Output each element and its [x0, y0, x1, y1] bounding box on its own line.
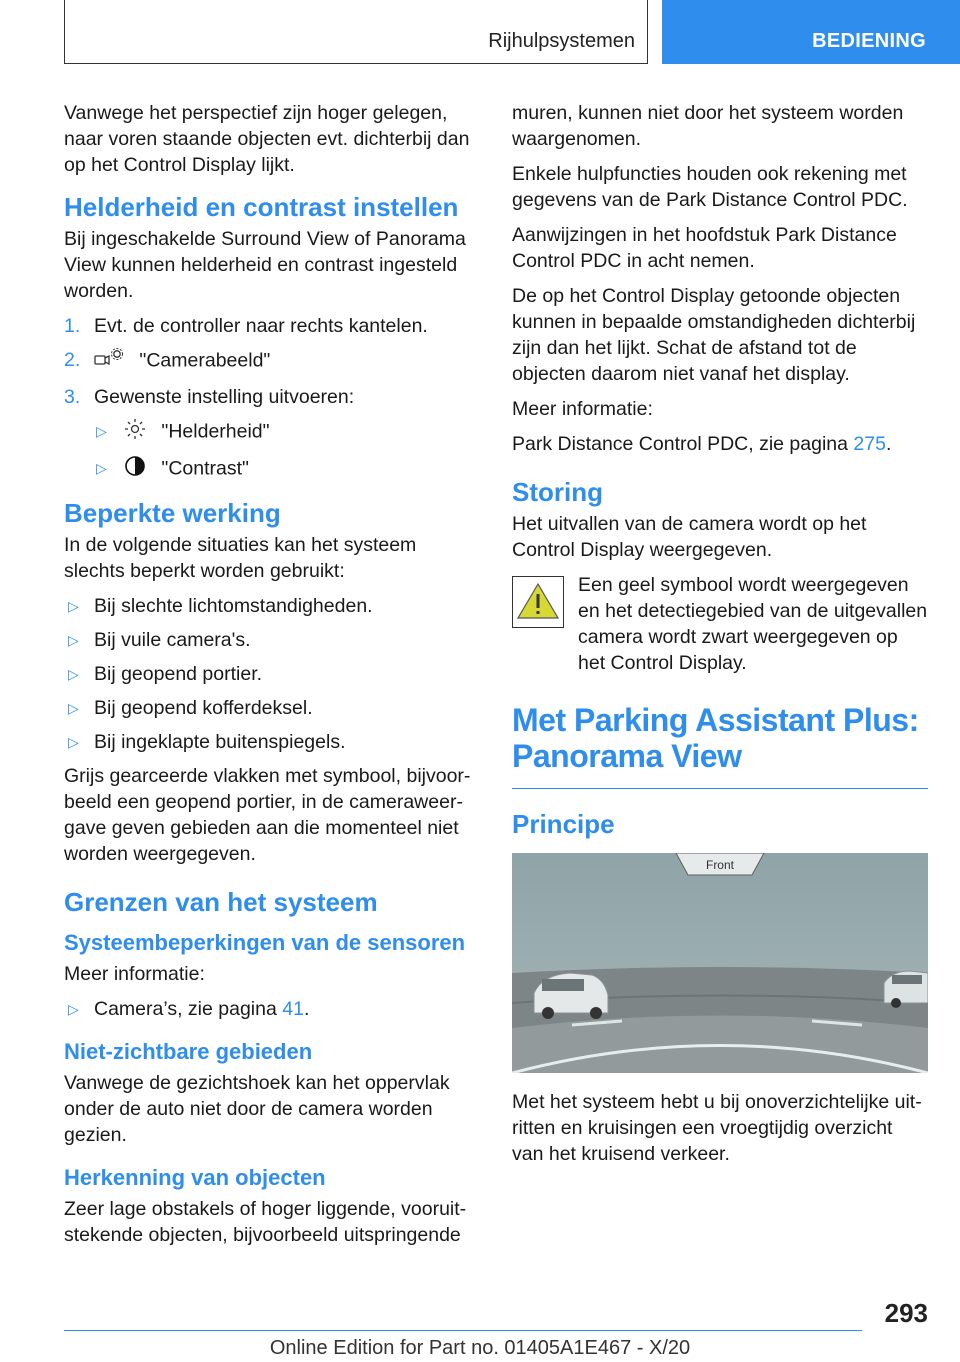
- list-item: [64, 695, 476, 721]
- pdc-paragraph: Enkele hulpfuncties houden ook rekening met gegevens van de Park Distance Control PDC.: [512, 163, 908, 211]
- triangle-bullet-icon: ▷: [68, 598, 79, 614]
- list-item: ▷ Camera’s, zie pagina 41.: [68, 998, 310, 1020]
- recognition-paragraph: Zeer lage obstakels of hoger liggende, vooruitstekende objecten, bijvoorbeeld uitspringende: [64, 1198, 467, 1246]
- step-item: [64, 347, 476, 376]
- triangle-bullet-icon: ▷: [96, 460, 107, 476]
- more-info-label: Meer informatie:: [64, 963, 205, 985]
- step-number: 3.: [64, 386, 81, 408]
- step-text: "Camerabeeld": [139, 349, 271, 372]
- step-item: [64, 313, 476, 339]
- footer-rule: [64, 1330, 862, 1331]
- heading-limited-operation: Beperkte werking: [64, 498, 281, 528]
- warning-triangle-icon: [512, 576, 564, 628]
- limited-paragraph: In de volgende situaties kan het systeem slechts beperkt worden gebruikt:: [64, 534, 417, 582]
- continued-paragraph: muren, kunnen niet door het systeem worden waargenomen.: [512, 102, 904, 150]
- list-item-text: Camera’s, zie pagina: [94, 998, 283, 1020]
- heading-rule: [512, 788, 928, 789]
- page-number: 293: [884, 1298, 928, 1328]
- intro-paragraph: Vanwege het perspectief zijn hoger gelegen, naar voren staande objecten evt. dichterbij dan op het Control Display lijkt.: [64, 102, 470, 176]
- panorama-view-image: [512, 853, 928, 1073]
- page-link-275[interactable]: 275: [853, 433, 886, 455]
- pdc-reference: Park Distance Control PDC, zie pagina 275.: [512, 433, 892, 455]
- heading-system-limits: Grenzen van het systeem: [64, 887, 378, 917]
- fault-paragraph: Het uitvallen van de camera wordt op het Control Display weergegeven.: [512, 513, 867, 561]
- right-column: [512, 100, 928, 1176]
- list-item: [64, 661, 476, 687]
- list-item: [64, 729, 476, 755]
- heading-sensor-limits: Systeembeperkingen van de sensoren: [64, 930, 466, 955]
- footer-edition: Online Edition for Part no. 01405A1E467 - X/20: [269, 1337, 691, 1359]
- heading-brightness-contrast: Helderheid en contrast instellen: [64, 192, 459, 222]
- triangle-bullet-icon: ▷: [68, 632, 79, 648]
- pdc-reference-text: Park Distance Control PDC, zie pagina: [512, 433, 854, 455]
- header-section-box: [64, 0, 648, 64]
- step-number: 1.: [64, 315, 81, 337]
- step-number: 2.: [64, 349, 81, 371]
- list-item-text: Bij vuile camera's.: [94, 629, 251, 651]
- principle-paragraph: Met het systeem hebt u bij onoverzichtelijke uitritten en kruisingen een vroegtijdig overzicht van het kruisend verkeer.: [512, 1091, 922, 1165]
- limited-after-paragraph: Grijs gearceerde vlakken met symbool, bijvoorbeeld een geopend portier, in de cameraweergave geven gebieden aan die momenteel niet worden weergegeven.: [64, 765, 471, 865]
- list-item-text: Bij geopend kofferdeksel.: [94, 697, 313, 719]
- triangle-bullet-icon: ▷: [68, 734, 79, 750]
- car-right-icon: [884, 971, 928, 1008]
- pdc-note-paragraph: Aanwijzingen in het hoofdstuk Park Distance Control PDC in acht nemen.: [512, 224, 897, 272]
- brightness-icon: [124, 418, 146, 447]
- step-text: Evt. de controller naar rechts kantelen.: [94, 315, 428, 337]
- page-link-41[interactable]: 41: [282, 998, 304, 1020]
- heading-invisible-areas: Niet-zichtbare gebieden: [64, 1039, 313, 1064]
- display-objects-paragraph: De op het Control Display getoonde objecten kunnen in bepaalde omstandigheden dichterbij zijn dan het lijkt. Schat de afstand tot de objecten daarom niet vanaf het display.: [512, 285, 916, 385]
- list-item: [64, 593, 476, 619]
- triangle-bullet-icon: ▷: [96, 423, 107, 439]
- brightness-paragraph: Bij ingeschakelde Surround View of Panorama View kunnen helderheid en contrast ingesteld worden.: [64, 228, 466, 302]
- list-item-text: Bij slechte lichtomstandigheden.: [94, 595, 373, 617]
- step-item: [64, 384, 476, 410]
- step-text: Gewenste instelling uitvoeren:: [94, 386, 355, 408]
- header-section-title: Rijhulpsystemen: [488, 30, 635, 52]
- left-column: [64, 100, 476, 1257]
- car-left-icon: [534, 973, 608, 1019]
- invisible-paragraph: Vanwege de gezichtshoek kan het oppervlak onder de auto niet door de camera worden gezien.: [64, 1072, 450, 1146]
- heading-object-recognition: Herkenning van objecten: [64, 1165, 326, 1190]
- substep-text: "Helderheid": [161, 420, 270, 443]
- substep-text: "Contrast": [161, 457, 249, 480]
- warning-text: Een geel symbool wordt weergegeven en het detectiegebied van de uitgevallen camera wordt zwart weergegeven op het Control Display.: [578, 574, 928, 674]
- triangle-bullet-icon: ▷: [68, 666, 79, 682]
- header-chapter-box: [662, 0, 960, 64]
- list-item: [64, 627, 476, 653]
- more-info-label: Meer informatie:: [512, 398, 653, 420]
- contrast-icon: [124, 455, 146, 484]
- warning-block: [512, 572, 928, 676]
- heading-parking-assistant: Met Parking Assistant Plus: Panorama View: [512, 702, 919, 774]
- heading-principle: Principe: [512, 809, 615, 839]
- substep-item: [64, 455, 476, 484]
- list-item-text: Bij geopend portier.: [94, 663, 263, 685]
- triangle-bullet-icon: ▷: [68, 700, 79, 716]
- camera-settings-icon: [94, 347, 124, 376]
- list-item-text: Bij ingeklapte buitenspiegels.: [94, 731, 346, 753]
- triangle-bullet-icon: ▷: [68, 1001, 79, 1017]
- front-label: Front: [705, 858, 735, 872]
- heading-fault: Storing: [512, 477, 603, 507]
- header-chapter-title: BEDIENING: [812, 30, 926, 52]
- substep-item: [64, 418, 476, 447]
